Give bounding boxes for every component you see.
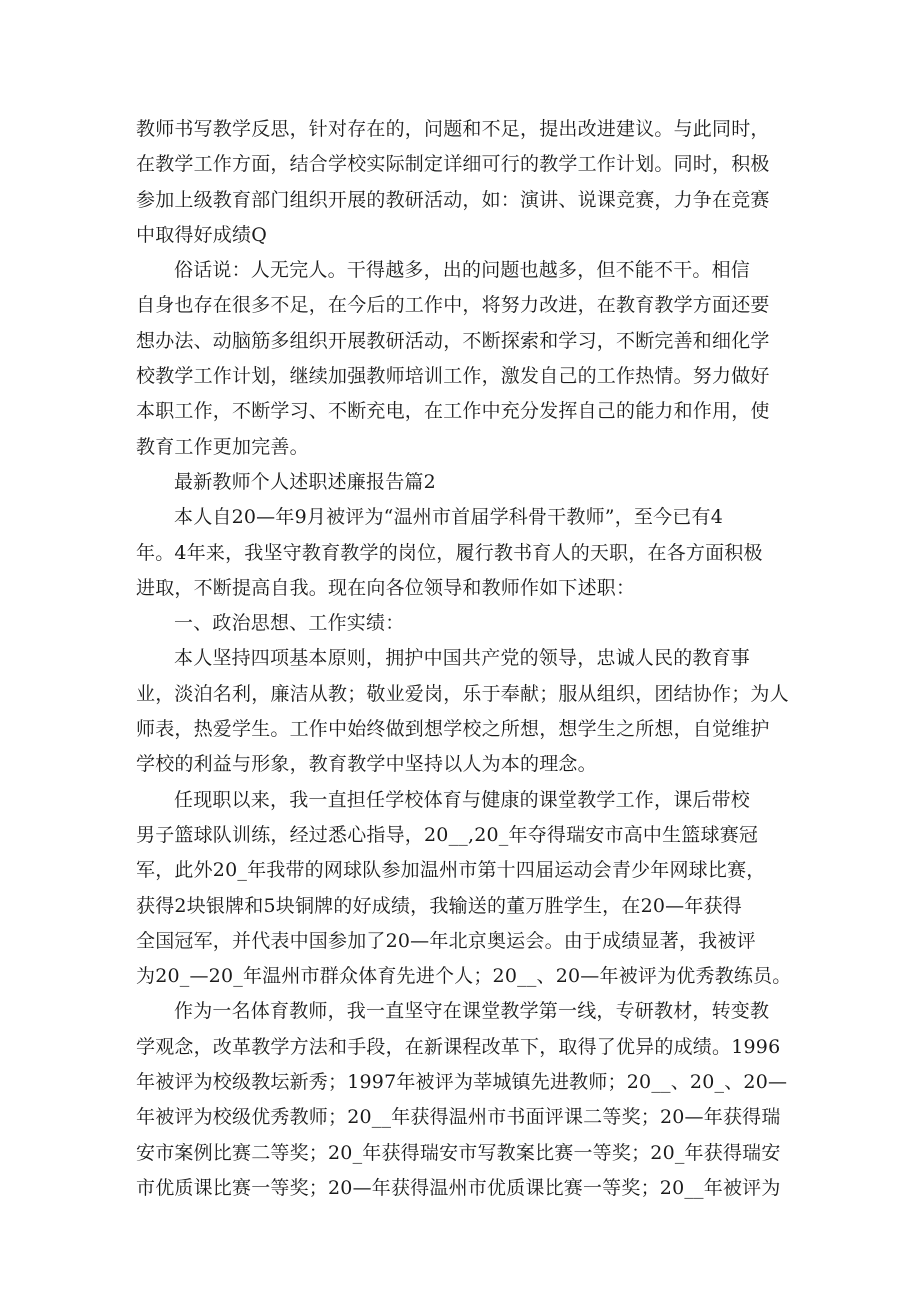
text-line: 教育工作更加完善。 <box>136 435 309 458</box>
text-line: 本人坚持四项基本原则，拥护中国共产党的领导，忠诚人民的教育事 <box>174 647 751 670</box>
text-line: 年被评为校级优秀教师；20__年获得温州市书面评课二等奖；20—年获得瑞 <box>136 1106 781 1129</box>
text-line: 为20_—20_年温州市群众体育先进个人；20__、20—年被评为优秀教练员。 <box>136 965 792 988</box>
text-line: 军，此外20_年我带的网球队参加温州市第十四届运动会青少年网球比赛， <box>136 859 766 882</box>
text-line: 中取得好成绩Q <box>136 223 267 246</box>
text-line: 任现职以来，我一直担任学校体育与健康的课堂教学工作，课后带校 <box>174 788 751 811</box>
document-body <box>136 112 796 1206</box>
heading-text: 一、政治思想、工作实绩： <box>174 612 405 635</box>
text-line: 俗话说：人无完人。干得越多，出的问题也越多，但不能不干。相信 <box>174 259 751 282</box>
text-line: 自身也存在很多不足，在今后的工作中，将努力改进，在教育教学方面还要 <box>136 294 770 317</box>
text-line: 全国冠军，并代表中国参加了20—年北京奥运会。由于成绩显著，我被评 <box>136 929 756 952</box>
section-heading <box>136 465 796 500</box>
text-line: 年被评为校级教坛新秀；1997年被评为莘城镇先进教师；20__、20_、20— <box>136 1071 788 1094</box>
text-line: 学观念，改革教学方法和手段，在新课程改革下，取得了优异的成绩。1996 <box>136 1035 781 1058</box>
text-line: 市优质课比赛一等奖；20—年获得温州市优质课比赛一等奖；20__年被评为 <box>136 1176 781 1199</box>
text-line: 本人自20—年9月被评为“温州市首届学科骨干教师”，至今已有4 <box>174 506 723 529</box>
text-line: 进取，不断提高自我。现在向各位领导和教师作如下述职： <box>136 576 636 599</box>
paragraph <box>136 641 796 782</box>
text-line: 学校的利益与形象，教育教学中坚持以人为本的理念。 <box>136 753 597 776</box>
text-line: 作为一名体育教师，我一直坚守在课堂教学第一线，专研教材，转变教 <box>174 1000 770 1023</box>
text-line: 教师书写教学反思，针对存在的，问题和不足，提出改进建议。与此同时， <box>136 118 770 140</box>
text-line: 师表，热爱学生。工作中始终做到想学校之所想，想学生之所想，自觉维护 <box>136 718 770 741</box>
text-line: 本职工作，不断学习、不断充电，在工作中充分发挥自己的能力和作用，使 <box>136 400 770 423</box>
paragraph <box>136 253 796 465</box>
text-line: 获得2块银牌和5块铜牌的好成绩，我输送的董万胜学生，在20—年获得 <box>136 894 742 917</box>
paragraph <box>136 783 796 995</box>
text-line: 在教学工作方面，结合学校实际制定详细可行的教学工作计划。同时，积极 <box>136 153 770 176</box>
heading-text: 最新教师个人述职述廉报告篇2 <box>174 470 436 493</box>
text-line: 年。4年来，我坚守教育教学的岗位，履行教书育人的天职，在各方面积极 <box>136 541 763 564</box>
paragraph <box>136 994 796 1206</box>
text-line: 业，淡泊名利，廉洁从教；敬业爱岗，乐于奉献；服从组织，团结协作；为人 <box>136 682 789 705</box>
text-line: 参加上级教育部门组织开展的教研活动，如：演讲、说课竞赛，力争在竞赛 <box>136 188 770 211</box>
text-line: 男子篮球队训练，经过悉心指导，20__,20_年夺得瑞安市高中生篮球赛冠 <box>136 823 759 846</box>
text-line: 安市案例比赛二等奖；20_年获得瑞安市写教案比赛一等奖；20_年获得瑞安 <box>136 1141 781 1164</box>
text-line: 校教学工作计划，继续加强教师培训工作，激发自己的工作热情。努力做好 <box>136 365 770 388</box>
paragraph <box>136 500 796 606</box>
paragraph <box>136 112 796 253</box>
subsection-heading <box>136 606 796 641</box>
text-line: 想办法、动脑筋多组织开展教研活动，不断探索和学习，不断完善和细化学 <box>136 329 770 352</box>
